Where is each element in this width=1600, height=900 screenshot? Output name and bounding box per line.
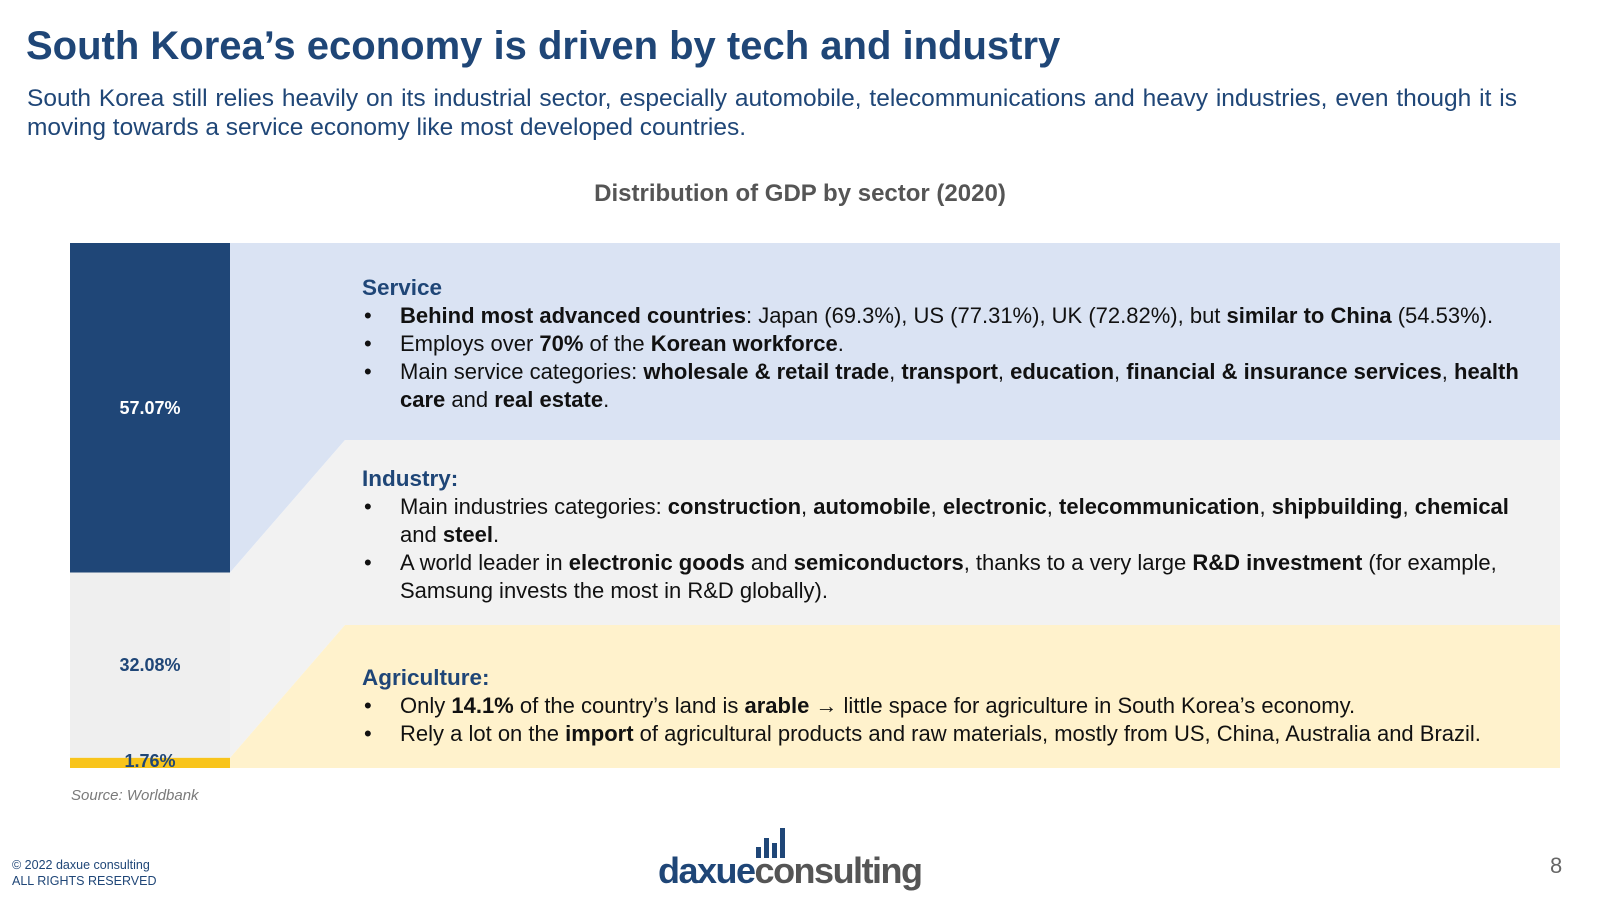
bar-label-industry: 32.08% [119, 655, 181, 676]
page-subtitle: South Korea still relies heavily on its industrial sector, especially automobile, telecommunications and heavy industries, even though it is moving towards a service economy like most developed countries. [27, 85, 1517, 141]
agriculture-bullet-1: • Only 14.1% of the country’s land is arable → little space for agriculture in South Korea’s economy. [362, 692, 1542, 720]
copyright-line-1: © 2022 daxue consulting [12, 858, 150, 872]
agriculture-bullets [362, 692, 1542, 748]
chart-title: Distribution of GDP by sector (2020) [594, 180, 1006, 207]
copyright-line-2: ALL RIGHTS RESERVED [12, 874, 157, 888]
agriculture-panel [362, 664, 1542, 748]
source-note: Source: Worldbank [71, 787, 199, 804]
industry-bullets [362, 493, 1542, 605]
service-bullets [362, 302, 1542, 414]
page-number: 8 [1550, 853, 1563, 878]
copyright [12, 857, 157, 889]
stacked-bar [70, 243, 230, 768]
bar-label-agriculture: 1.76% [124, 751, 176, 771]
service-panel [362, 274, 1542, 414]
logo-wordmark: daxueconsulting [658, 850, 922, 891]
page-title: South Korea’s economy is driven by tech and industry [26, 24, 1061, 68]
industry-bullet-2: • A world leader in electronic goods and semiconductors, thanks to a very large R&D investment (for example, Samsung invests the most in R&D globally). [362, 549, 1542, 605]
service-bullet-2: • Employs over 70% of the Korean workforce. [362, 330, 1542, 358]
agriculture-title: Agriculture: [362, 665, 490, 690]
service-bullet-1: • Behind most advanced countries: Japan (69.3%), US (77.31%), UK (72.82%), but similar to China (54.53%). [362, 302, 1542, 330]
industry-title: Industry: [362, 466, 459, 491]
service-title: Service [362, 275, 443, 300]
agriculture-bullet-2: • Rely a lot on the import of agricultural products and raw materials, mostly from US, China, Australia and Brazil. [362, 720, 1542, 748]
industry-bullet-1: • Main industries categories: construction, automobile, electronic, telecommunication, shipbuilding, chemical and steel. [362, 493, 1542, 549]
bar-label-service: 57.07% [119, 397, 181, 418]
service-bullet-3: • Main service categories: wholesale & retail trade, transport, education, financial & insurance services, health care and real estate. [362, 358, 1542, 414]
company-logo [658, 828, 954, 891]
industry-panel [362, 465, 1542, 605]
